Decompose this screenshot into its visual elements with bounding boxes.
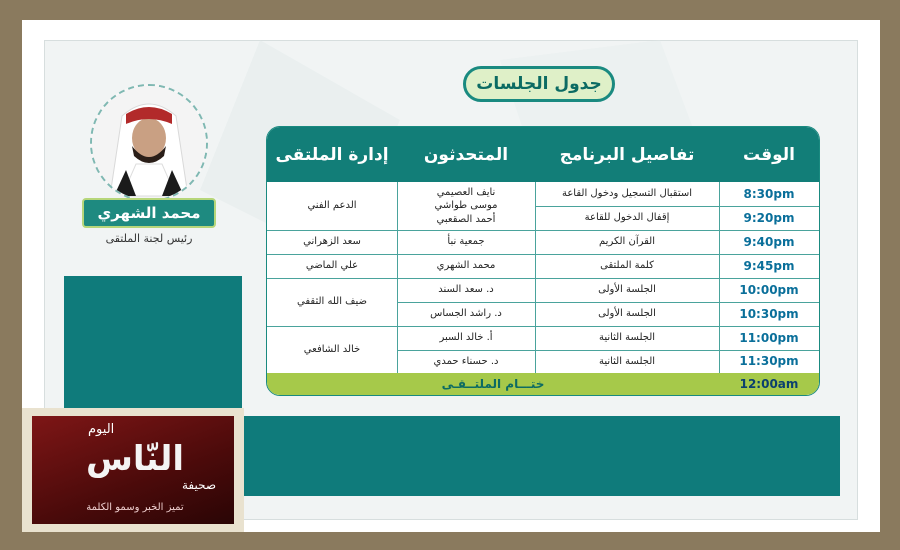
row-details: القرآن الكريم <box>599 236 656 248</box>
logo-top-text: اليوم <box>88 422 115 437</box>
speakers-merged <box>397 182 535 230</box>
divider <box>267 230 819 231</box>
row-time: 10:30pm <box>739 306 799 321</box>
row-time: 11:30pm <box>739 354 799 369</box>
speaker-name: أحمد الصقعبي <box>436 213 496 225</box>
row-details: الجلسة الثانية <box>598 355 656 367</box>
row-speaker: جمعية نبأ <box>447 236 485 248</box>
divider <box>397 350 819 351</box>
row-details: الجلسة الأولى <box>598 284 656 296</box>
row-time: 11:00pm <box>739 330 799 345</box>
header-time: الوقت <box>743 144 795 165</box>
management-merged: الدعم الفني <box>307 200 357 212</box>
row-details: إقفال الدخول للقاعة <box>584 212 670 224</box>
logo-background <box>32 416 234 524</box>
divider <box>535 206 819 207</box>
header-details: تفاصيل البرنامج <box>559 144 695 165</box>
closing-time: 12:00am <box>739 376 799 391</box>
row-details: كلمة الملتقى <box>600 260 654 272</box>
row-time: 9:20pm <box>743 210 795 225</box>
speaker-name: نايف العصيمي <box>436 186 496 198</box>
person-photo <box>90 84 208 202</box>
closing-label: ختـــام الملتــقـى <box>441 376 545 391</box>
row-speaker: أ. خالد السبر <box>439 332 493 344</box>
person-name: محمد الشهري <box>82 198 216 228</box>
person-avatar-icon <box>92 86 206 200</box>
header-management: إدارة الملتقى <box>275 144 389 165</box>
row-details: استقبال التسجيل ودخول القاعة <box>561 188 693 200</box>
header-speakers: المتحدثون <box>423 144 509 165</box>
table-header <box>267 127 819 182</box>
divider <box>267 278 819 279</box>
person-role: رئيس لجنة الملتقى <box>105 232 193 245</box>
row-speaker: د. حسناء حمدي <box>433 355 499 367</box>
row-speaker: د. سعد السند <box>438 284 494 296</box>
management-merged: ضيف الله الثقفي <box>297 296 368 308</box>
teal-block-bottom <box>242 416 840 496</box>
divider <box>267 326 819 327</box>
logo-main-text: النّاس <box>86 439 184 479</box>
row-time: 9:45pm <box>743 258 795 273</box>
row-speaker: محمد الشهري <box>436 260 496 272</box>
row-time: 9:40pm <box>743 234 795 249</box>
row-details: الجلسة الأولى <box>598 308 656 320</box>
row-management: علي الماضي <box>305 260 359 272</box>
page-title: جدول الجلسات <box>463 66 615 102</box>
divider <box>397 302 819 303</box>
newspaper-logo <box>22 408 244 532</box>
logo-side-text: صحيفة <box>182 478 217 492</box>
row-details: الجلسة الثانية <box>598 332 656 344</box>
row-time: 10:00pm <box>739 282 799 297</box>
logo-tagline: تميز الخبر وسمو الكلمة <box>86 502 184 513</box>
row-time: 8:30pm <box>743 186 795 201</box>
row-management: سعد الزهراني <box>303 236 361 248</box>
schedule-table <box>266 126 820 396</box>
speaker-name: موسى طواشي <box>434 200 498 212</box>
row-speaker: د. راشد الجساس <box>430 308 502 320</box>
divider <box>267 254 819 255</box>
management-merged: خالد الشافعي <box>303 343 361 355</box>
closing-row <box>267 373 819 395</box>
